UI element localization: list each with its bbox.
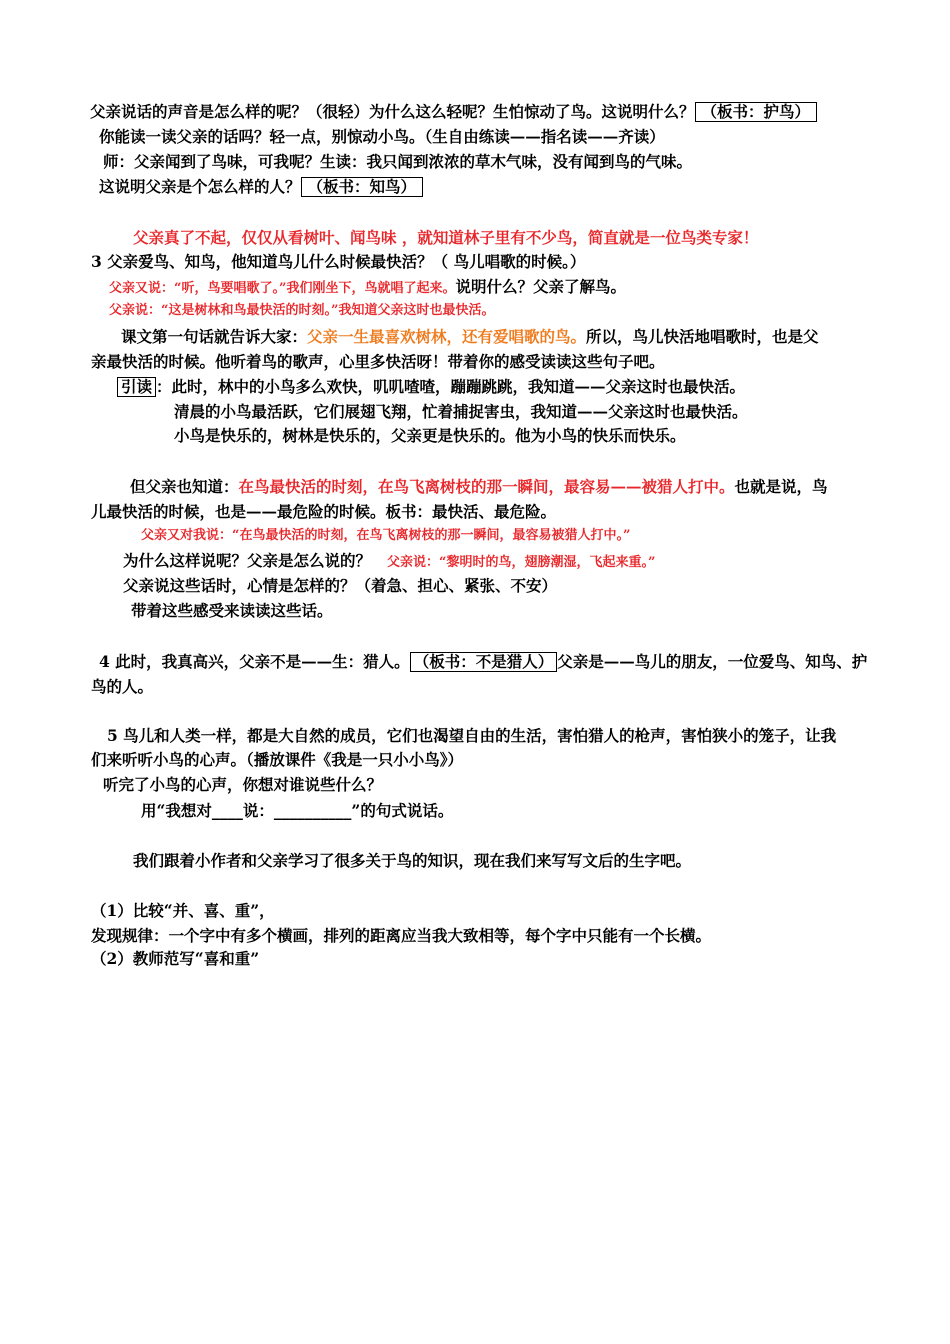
text-line: 课文第一句话就告诉大家：父亲一生最喜欢树林，还有爱唱歌的鸟。所以，鸟儿快活地唱歌时，也是父 bbox=[121, 327, 819, 346]
text-line: 鸟的人。 bbox=[91, 677, 154, 696]
text-line: 听完了小鸟的心声，你想对谁说些什么？ bbox=[103, 775, 383, 794]
highlight-line: 父亲真了不起，仅仅从看树叶、闻鸟味 ，就知道林子里有不少鸟，简直就是一位鸟类专家！ bbox=[133, 228, 759, 247]
section-3-line: 3 父亲爱鸟、知鸟，他知道鸟儿什么时候最快活？（ 鸟儿唱歌的时候。） bbox=[91, 252, 586, 271]
section-4-line: 4 此时，我真高兴，父亲不是——生：猎人。 （板书：不是猎人） 父亲是——鸟儿的朋友，一位爱鸟、知鸟、护 bbox=[99, 652, 868, 671]
text-line: 我们跟着小作者和父亲学习了很多关于鸟的知识，现在我们来写写文后的生字吧。 bbox=[133, 851, 692, 870]
text-line: 亲最快活的时候。他听着鸟的歌声，心里多快活呀！带着你的感受读读这些句子吧。 bbox=[91, 352, 665, 371]
sentence-pattern-line: 用“我想对____说：__________”的句式说话。 bbox=[141, 801, 454, 820]
text-line: 引读 ：此时，林中的小鸟多么欢快，叽叽喳喳，蹦蹦跳跳，我知道——父亲这时也最快活。 bbox=[117, 376, 745, 398]
text-line: 儿最快活的时候，也是——最危险的时候。板书：最快活、最危险。 bbox=[91, 502, 557, 521]
text-line: 清晨的小鸟最活跃，它们展翅飞翔，忙着捕捉害虫，我知道——父亲这时也最快活。 bbox=[174, 402, 748, 421]
text-line: 但父亲也知道：在鸟最快活的时刻，在鸟飞离树枝的那一瞬间，最容易——被猎人打中。也就是说，鸟 bbox=[130, 477, 828, 496]
text-line: 发现规律：一个字中有多个横画，排列的距离应当我大致相等，每个字中只能有一个长横。 bbox=[91, 926, 712, 945]
text-line: 父亲又说：“听，鸟要唱歌了。”我们刚坐下，鸟就唱了起来。说明什么？父亲了解鸟。 bbox=[109, 277, 626, 296]
text-line: 们来听听小鸟的心声。（播放课件《我是一只小小鸟》） bbox=[91, 750, 464, 769]
guided-reading-label: 引读 bbox=[117, 377, 156, 397]
text-line: 带着这些感受来读读这些话。 bbox=[131, 601, 333, 620]
text-line: 这说明父亲是个怎么样的人？ （板书：知鸟） bbox=[99, 176, 423, 198]
text-line: 父亲说话的声音是怎么样的呢？（很轻）为什么这么轻呢？生怕惊动了鸟。这说明什么？ （板书：护鸟） bbox=[90, 101, 817, 123]
quote-line: 父亲又对我说：“在鸟最快活的时刻，在鸟飞离树枝的那一瞬间，最容易被猎人打中。” bbox=[141, 528, 631, 543]
section-5-line: 5 鸟儿和人类一样，都是大自然的成员，它们也渴望自由的生活，害怕猎人的枪声，害怕狭小的笼子，让我 bbox=[107, 726, 837, 745]
text-line: 父亲说这些话时，心情是怎样的？（着急、担心、紧张、不安） bbox=[123, 576, 558, 595]
quote-line: 父亲说：“这是树林和鸟最快活的时刻。”我知道父亲这时也最快活。 bbox=[109, 303, 495, 318]
text-line: 你能读一读父亲的话吗？轻一点，别惊动小鸟。（生自由练读——指名读——齐读） bbox=[99, 127, 665, 146]
step-2-line: （2）教师范写“喜和重” bbox=[91, 949, 260, 968]
board-note: （板书：不是猎人） bbox=[410, 652, 558, 672]
board-note: （板书：知鸟） bbox=[301, 177, 424, 197]
text-line: 小鸟是快乐的，树林是快乐的，父亲更是快乐的。他为小鸟的快乐而快乐。 bbox=[174, 426, 686, 445]
board-note: （板书：护鸟） bbox=[695, 102, 818, 122]
text-line: 师：父亲闻到了鸟味，可我呢？生读：我只闻到浓浓的草木气味，没有闻到鸟的气味。 bbox=[103, 152, 693, 171]
step-1-line: （1）比较“并、喜、重”， bbox=[91, 901, 275, 920]
text-line: 为什么这样说呢？父亲是怎么说的？ 父亲说：“黎明时的鸟，翅膀潮湿，飞起来重。” bbox=[123, 551, 656, 570]
